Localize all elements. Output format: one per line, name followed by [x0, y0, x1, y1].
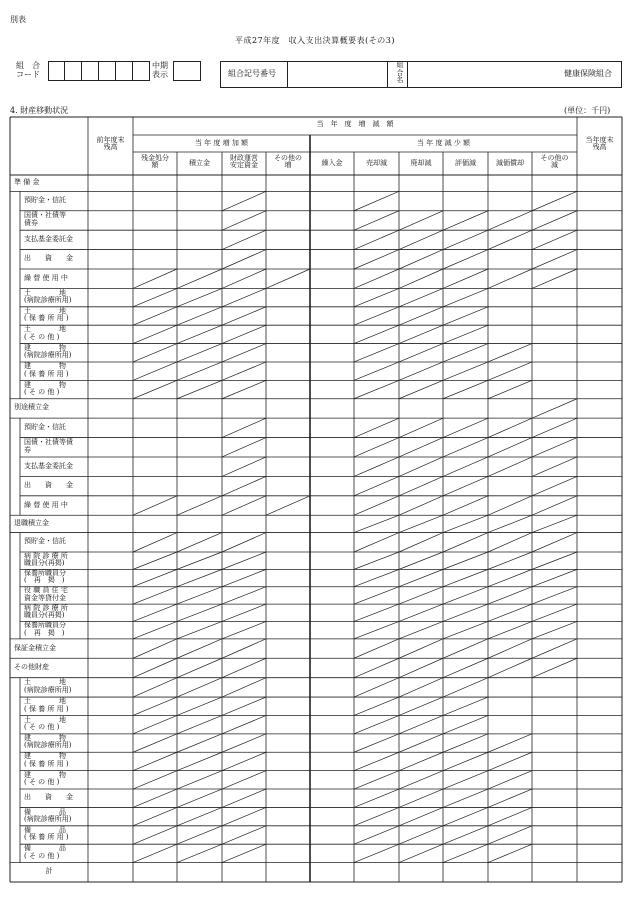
slash-mark [488, 569, 532, 586]
slash-mark [222, 678, 266, 697]
row-label: 預貯金・信託 [24, 537, 66, 546]
slash-mark [443, 752, 488, 770]
slash-mark [354, 515, 399, 532]
slash-mark [133, 288, 177, 306]
row-label: 備 品 ( 保 養 所 用 ) [24, 826, 69, 842]
slash-mark [177, 807, 222, 825]
slash-mark [488, 269, 532, 288]
slash-mark [222, 457, 266, 476]
slash-mark [443, 826, 488, 844]
slash-mark [222, 826, 266, 844]
row-label: 出 資 金 [24, 254, 73, 263]
slash-mark [222, 752, 266, 770]
row-label: 支払基金委託金 [24, 234, 73, 243]
slash-mark [222, 288, 266, 306]
row-label: 備 品 ( そ の 他 ) [24, 844, 66, 860]
slash-mark [354, 639, 399, 658]
slash-mark [532, 515, 577, 532]
slash-mark [399, 658, 443, 677]
slash-mark [354, 697, 399, 715]
slash-mark [399, 325, 443, 343]
slash-mark [399, 604, 443, 621]
slash-mark [133, 678, 177, 697]
slash-mark [222, 496, 266, 515]
row-label: 土 地 ( 保 養 所 用 ) [24, 306, 69, 323]
slash-mark [354, 418, 399, 437]
change-header: 当 年 度 増 減 額 [316, 120, 394, 128]
symbol-number-label: 組合記号番号 [228, 69, 276, 78]
slash-mark [222, 269, 266, 288]
slash-mark [354, 307, 399, 325]
slash-mark [354, 844, 399, 862]
slash-mark [222, 533, 266, 552]
slash-mark [222, 438, 266, 457]
prev-balance-header: 前年度末 残高 [96, 136, 125, 152]
row-label: 預貯金・信託 [24, 422, 66, 431]
slash-mark [399, 344, 443, 362]
slash-mark [222, 639, 266, 658]
slash-mark [133, 552, 177, 569]
slash-mark [354, 230, 399, 249]
slash-mark [177, 658, 222, 677]
slash-mark [177, 639, 222, 658]
slash-mark [532, 476, 577, 495]
slash-mark [443, 230, 488, 249]
slash-mark [177, 533, 222, 552]
decrease-col-header: 評価減 [455, 159, 476, 167]
slash-mark [399, 307, 443, 325]
slash-mark [443, 569, 488, 586]
slash-mark [222, 325, 266, 343]
slash-mark [133, 771, 177, 789]
slash-mark [399, 752, 443, 770]
slash-mark [399, 678, 443, 697]
slash-mark [354, 771, 399, 789]
slash-mark [488, 230, 532, 249]
row-label: 備 品 (病院診療所用) [24, 807, 72, 823]
slash-mark [354, 807, 399, 825]
slash-mark [354, 552, 399, 569]
slash-mark [488, 362, 532, 380]
slash-mark [443, 715, 488, 733]
slash-mark [532, 250, 577, 269]
slash-mark [354, 587, 399, 604]
group-label: その他財産 [14, 662, 49, 671]
slash-mark [177, 552, 222, 569]
slash-mark [177, 844, 222, 862]
slash-mark [488, 515, 532, 532]
slash-mark [133, 715, 177, 733]
slash-mark [399, 771, 443, 789]
slash-mark [399, 552, 443, 569]
slash-mark [354, 734, 399, 752]
slash-mark [222, 362, 266, 380]
row-label: 建 物 ( そ の 他 ) [24, 380, 66, 396]
slash-mark [354, 269, 399, 288]
group-label: 退職積立金 [14, 518, 49, 527]
slash-mark [177, 288, 222, 306]
unit-label: (単位：千円) [564, 106, 611, 115]
slash-mark [443, 697, 488, 715]
group-label: 別途積立金 [14, 403, 49, 412]
slash-mark [488, 587, 532, 604]
slash-mark [399, 697, 443, 715]
decrease-header: 当 年 度 減 少 額 [416, 139, 471, 147]
slash-mark [443, 211, 488, 230]
increase-col-header: 残金処分 額 [141, 154, 169, 170]
slash-mark [443, 325, 488, 343]
end-balance-header: 当年度末 残高 [585, 136, 614, 152]
slash-mark [488, 211, 532, 230]
slash-mark [399, 250, 443, 269]
slash-mark [488, 344, 532, 362]
slash-mark [133, 587, 177, 604]
slash-mark [532, 552, 577, 569]
slash-mark [177, 325, 222, 343]
slash-mark [443, 288, 488, 306]
slash-mark [488, 639, 532, 658]
appendix-label: 別表 [10, 15, 26, 24]
slash-mark [177, 380, 222, 398]
row-label: 出 資 金 [24, 481, 73, 490]
slash-mark [532, 496, 577, 515]
slash-mark [177, 734, 222, 752]
slash-mark [443, 807, 488, 825]
slash-mark [399, 639, 443, 658]
row-label: 病 院 診 療 所 職員分(再掲) [24, 603, 68, 620]
slash-mark [532, 587, 577, 604]
decrease-col-header: 廃却減 [410, 159, 432, 167]
row-label: 病 院 診 療 所 職員分(再掲) [24, 551, 68, 568]
slash-mark [177, 344, 222, 362]
slash-mark [266, 496, 310, 515]
slash-mark [133, 604, 177, 621]
slash-mark [399, 211, 443, 230]
slash-mark [488, 621, 532, 638]
slash-mark [399, 380, 443, 398]
slash-mark [177, 789, 222, 807]
row-label: 保養所職員分 ( 再 掲 ) [24, 569, 66, 585]
slash-mark [532, 191, 577, 210]
slash-mark [354, 752, 399, 770]
slash-mark [443, 552, 488, 569]
slash-mark [133, 621, 177, 638]
slash-mark [133, 533, 177, 552]
slash-mark [532, 533, 577, 552]
decrease-col-header: 売却減 [366, 159, 387, 167]
slash-mark [399, 844, 443, 862]
slash-mark [133, 362, 177, 380]
slash-mark [488, 789, 532, 807]
slash-mark [222, 380, 266, 398]
slash-mark [399, 230, 443, 249]
slash-mark [222, 230, 266, 249]
slash-mark [354, 380, 399, 398]
total-row-label: 計 [45, 867, 53, 876]
slash-mark [177, 697, 222, 715]
row-label: 土 地 (病院診療所用) [24, 678, 72, 694]
slash-mark [177, 496, 222, 515]
union-code-label: 組 合 コード [16, 61, 40, 80]
row-label: 土 地 ( そ の 他 ) [24, 715, 66, 731]
slash-mark [222, 191, 266, 210]
slash-mark [177, 621, 222, 638]
increase-header: 当 年 度 増 加 額 [194, 139, 249, 147]
slash-mark [399, 621, 443, 638]
slash-mark [354, 715, 399, 733]
slash-mark [488, 552, 532, 569]
slash-mark [133, 697, 177, 715]
page-title: 平成27年度 収入支出決算概要表(その3) [234, 36, 395, 45]
slash-mark [222, 771, 266, 789]
slash-mark [354, 325, 399, 343]
slash-mark [222, 307, 266, 325]
slash-mark [532, 418, 577, 437]
slash-mark [488, 826, 532, 844]
slash-mark [488, 752, 532, 770]
slash-mark [222, 604, 266, 621]
row-label: 支払基金委託金 [24, 461, 73, 470]
slash-mark [222, 476, 266, 495]
slash-mark [399, 269, 443, 288]
slash-mark [532, 569, 577, 586]
decrease-col-header: 減価償却 [496, 159, 524, 167]
slash-mark [133, 807, 177, 825]
slash-mark [488, 604, 532, 621]
slash-mark [443, 457, 488, 476]
slash-mark [133, 307, 177, 325]
slash-mark [222, 418, 266, 437]
group-label: 準 備 金 [14, 178, 40, 187]
slash-mark [354, 362, 399, 380]
slash-mark [488, 533, 532, 552]
row-label: 土 地 ( そ の 他 ) [24, 325, 66, 341]
slash-mark [399, 734, 443, 752]
slash-mark [443, 533, 488, 552]
slash-mark [488, 496, 532, 515]
slash-mark [177, 604, 222, 621]
slash-mark [354, 621, 399, 638]
row-label: 国債・社債等債 券 [24, 438, 73, 454]
slash-mark [354, 533, 399, 552]
slash-mark [399, 362, 443, 380]
slash-mark [222, 697, 266, 715]
slash-mark [488, 771, 532, 789]
slash-mark [354, 476, 399, 495]
slash-mark [532, 438, 577, 457]
decrease-col-header: その他の 減 [540, 154, 569, 170]
slash-mark [399, 438, 443, 457]
slash-mark [133, 380, 177, 398]
slash-mark [488, 457, 532, 476]
slash-mark [133, 269, 177, 288]
slash-mark [443, 844, 488, 862]
slash-mark [354, 344, 399, 362]
slash-mark [133, 496, 177, 515]
slash-mark [443, 587, 488, 604]
slash-mark [399, 515, 443, 532]
row-label: 土 地 (病院診療所用) [24, 288, 72, 304]
slash-mark [443, 734, 488, 752]
slash-mark [222, 621, 266, 638]
slash-mark [488, 658, 532, 677]
slash-mark [443, 380, 488, 398]
row-label: 建 物 ( 保 養 所 用 ) [24, 362, 69, 378]
slash-mark [177, 569, 222, 586]
slash-mark [354, 288, 399, 306]
slash-mark [443, 362, 488, 380]
slash-mark [488, 438, 532, 457]
slash-mark [488, 807, 532, 825]
row-label: 建 物 (病院診療所用) [24, 734, 72, 750]
increase-col-header: 財政運営 安定資金 [230, 154, 258, 170]
row-label: 建 物 ( 保 養 所 用 ) [24, 752, 69, 768]
slash-mark [399, 587, 443, 604]
slash-mark [399, 826, 443, 844]
slash-mark [488, 418, 532, 437]
row-label: 建 物 ( そ の 他 ) [24, 770, 66, 787]
slash-mark [488, 844, 532, 862]
union-name-label: 組 合 名 [396, 61, 404, 85]
slash-mark [222, 734, 266, 752]
section-title: 4. 財産移動状況 [10, 106, 69, 115]
row-label: 出 資 金 [24, 793, 73, 802]
group-label: 保証金積立金 [14, 643, 56, 652]
slash-mark [532, 621, 577, 638]
slash-mark [443, 678, 488, 697]
slash-mark [354, 604, 399, 621]
interim-label: 中期 表示 [152, 61, 168, 80]
slash-mark [354, 438, 399, 457]
slash-mark [399, 569, 443, 586]
slash-mark [222, 344, 266, 362]
slash-mark [532, 604, 577, 621]
row-label: 繰 替 使 用 中 [24, 500, 68, 509]
slash-mark [443, 418, 488, 437]
slash-mark [133, 844, 177, 862]
slash-mark [354, 658, 399, 677]
slash-mark [399, 288, 443, 306]
slash-mark [354, 678, 399, 697]
slash-mark [399, 457, 443, 476]
slash-mark [222, 844, 266, 862]
slash-mark [133, 569, 177, 586]
row-label: 保養所職員分 ( 再 掲 ) [24, 621, 66, 637]
slash-mark [133, 344, 177, 362]
slash-mark [133, 752, 177, 770]
slash-mark [443, 269, 488, 288]
slash-mark [488, 380, 532, 398]
slash-mark [443, 476, 488, 495]
slash-mark [177, 362, 222, 380]
row-label: 国債・社債等 債券 [24, 211, 66, 227]
slash-mark [222, 715, 266, 733]
slash-mark [222, 658, 266, 677]
slash-mark [488, 734, 532, 752]
slash-mark [399, 715, 443, 733]
slash-mark [443, 604, 488, 621]
row-label: 土 地 ( 保 養 所 用 ) [24, 697, 69, 713]
slash-mark [354, 789, 399, 807]
slash-mark [443, 658, 488, 677]
slash-mark [532, 658, 577, 677]
slash-mark [399, 789, 443, 807]
decrease-col-header: 繰入金 [321, 159, 343, 167]
slash-mark [399, 533, 443, 552]
slash-mark [177, 752, 222, 770]
row-label: 役 職 員 住 宅 資金等貸付金 [24, 586, 68, 602]
slash-mark [399, 496, 443, 515]
slash-mark [222, 552, 266, 569]
slash-mark [133, 639, 177, 658]
slash-mark [354, 250, 399, 269]
slash-mark [177, 307, 222, 325]
slash-mark [222, 807, 266, 825]
slash-mark [177, 269, 222, 288]
slash-mark [354, 211, 399, 230]
union-type: 健康保険組合 [564, 69, 612, 78]
slash-mark [443, 771, 488, 789]
slash-mark [354, 457, 399, 476]
slash-mark [222, 789, 266, 807]
slash-mark [133, 826, 177, 844]
row-label: 繰 替 使 用 中 [24, 273, 68, 282]
slash-mark [266, 269, 310, 288]
slash-mark [133, 658, 177, 677]
slash-mark [443, 621, 488, 638]
slash-mark [443, 250, 488, 269]
slash-mark [177, 715, 222, 733]
slash-mark [399, 418, 443, 437]
slash-mark [399, 476, 443, 495]
slash-mark [443, 496, 488, 515]
slash-mark [532, 269, 577, 288]
slash-mark [222, 569, 266, 586]
slash-mark [443, 307, 488, 325]
slash-mark [443, 639, 488, 658]
slash-mark [443, 344, 488, 362]
row-label: 預貯金・信託 [24, 196, 66, 205]
slash-mark [354, 826, 399, 844]
slash-mark [133, 789, 177, 807]
slash-mark [222, 211, 266, 230]
increase-col-header: 積立金 [189, 159, 210, 167]
slash-mark [354, 496, 399, 515]
slash-mark [354, 569, 399, 586]
slash-mark [177, 771, 222, 789]
slash-mark [222, 587, 266, 604]
slash-mark [443, 789, 488, 807]
slash-mark [443, 515, 488, 532]
row-label: 建 物 (病院診療所用) [24, 343, 72, 360]
slash-mark [133, 734, 177, 752]
slash-mark [532, 457, 577, 476]
slash-mark [532, 230, 577, 249]
slash-mark [532, 639, 577, 658]
slash-mark [532, 211, 577, 230]
slash-mark [399, 807, 443, 825]
slash-mark [222, 250, 266, 269]
slash-mark [354, 191, 399, 210]
slash-mark [177, 587, 222, 604]
increase-col-header: その他の 増 [274, 154, 302, 170]
slash-mark [177, 826, 222, 844]
slash-mark [443, 438, 488, 457]
slash-mark [133, 325, 177, 343]
slash-mark [177, 678, 222, 697]
slash-mark [532, 399, 577, 418]
